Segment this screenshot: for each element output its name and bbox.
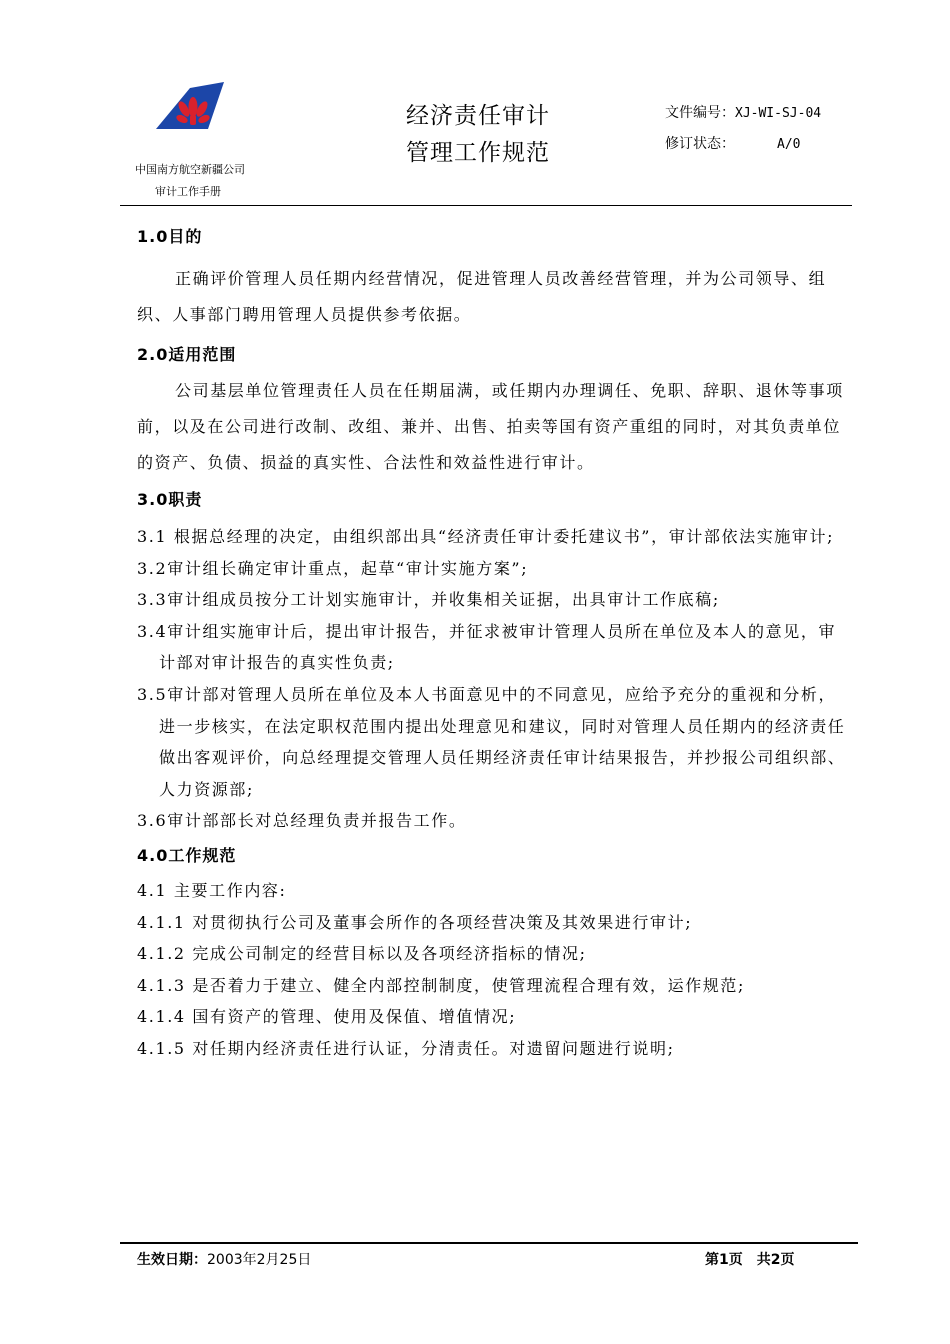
document-title-line1: 经济责任审计 (406, 103, 550, 129)
revision-status (665, 133, 800, 153)
page-current: 第1页 (705, 1252, 743, 1268)
effective-date-label: 生效日期： (137, 1252, 207, 1268)
work-norm-item: 4.1.3 是否着力于建立、健全内部控制制度，使管理流程合理有效，运作规范; (137, 975, 745, 995)
duty-item: 3.2审计组长确定审计重点，起草“审计实施方案”; (137, 558, 529, 578)
revision-status-value: A/0 (777, 137, 801, 152)
page-number (705, 1249, 795, 1269)
duty-item: 3.6审计部部长对总经理负责并报告工作。 (137, 811, 467, 831)
manual-name: 审计工作手册 (155, 185, 221, 198)
scope-text: 公司基层单位管理责任人员在任期届满，或任期内办理调任、免职、辞职、退休等事项前，以及在公司进行改制、改组、兼并、出售、拍卖等国有资产重组的同时，对其负责单位的资产、负债、损益的真实性、合法性和效益性进行审计。 (137, 381, 844, 472)
work-norm-item: 4.1.1 对贯彻执行公司及董事会所作的各项经营决策及其效果进行审计; (137, 912, 693, 932)
document-title-line2: 管理工作规范 (406, 140, 550, 166)
section-heading-work-norms: 4.0工作规范 (137, 845, 237, 865)
work-norm-item: 4.1.5 对任期内经济责任进行认证，分清责任。对遗留问题进行说明; (137, 1038, 675, 1058)
duty-item: 3.4审计组实施审计后，提出审计报告，并征求被审计管理人员所在单位及本人的意见，审计部对审计报告的真实性负责; (137, 621, 837, 673)
header-divider (120, 205, 852, 206)
revision-status-label: 修订状态： (665, 136, 735, 152)
effective-date-value: 2003年2月25日 (207, 1252, 312, 1268)
company-logo-icon (150, 82, 230, 134)
document-number-label: 文件编号： (665, 105, 735, 121)
document-body (137, 218, 852, 1065)
section-heading-scope: 2.0适用范围 (137, 345, 237, 364)
page-total: 共2页 (756, 1252, 795, 1268)
document-number (665, 102, 821, 122)
document-number-value: XJ-WI-SJ-04 (735, 106, 822, 121)
company-name: 中国南方航空新疆公司 (135, 163, 245, 176)
work-norm-item: 4.1.4 国有资产的管理、使用及保值、增值情况; (137, 1007, 517, 1027)
footer-divider (120, 1242, 858, 1244)
work-norm-item: 4.1 主要工作内容: (137, 880, 287, 900)
work-norm-item: 4.1.2 完成公司制定的经营目标以及各项经济指标的情况; (137, 944, 587, 964)
section-heading-duties: 3.0职责 (137, 490, 203, 509)
effective-date (137, 1249, 311, 1269)
duty-item: 3.3审计组成员按分工计划实施审计，并收集相关证据，出具审计工作底稿; (137, 590, 720, 610)
duty-item: 3.1 根据总经理的决定，由组织部出具“经济责任审计委托建议书”，审计部依法实施审计; (137, 527, 835, 546)
duty-item: 3.5审计部对管理人员所在单位及本人书面意见中的不同意见，应给予充分的重视和分析，进一步核实，在法定职权范围内提出处理意见和建议，同时对管理人员任期内的经济责任做出客观评价，向总经理提交管理人员任期经济责任审计结果报告，并抄报公司组织部、人力资源部; (137, 684, 846, 799)
purpose-text: 正确评价管理人员任期内经营情况，促进管理人员改善经营管理，并为公司领导、组织、人事部门聘用管理人员提供参考依据。 (137, 269, 827, 324)
section-heading-purpose: 1.0目的 (137, 227, 203, 246)
